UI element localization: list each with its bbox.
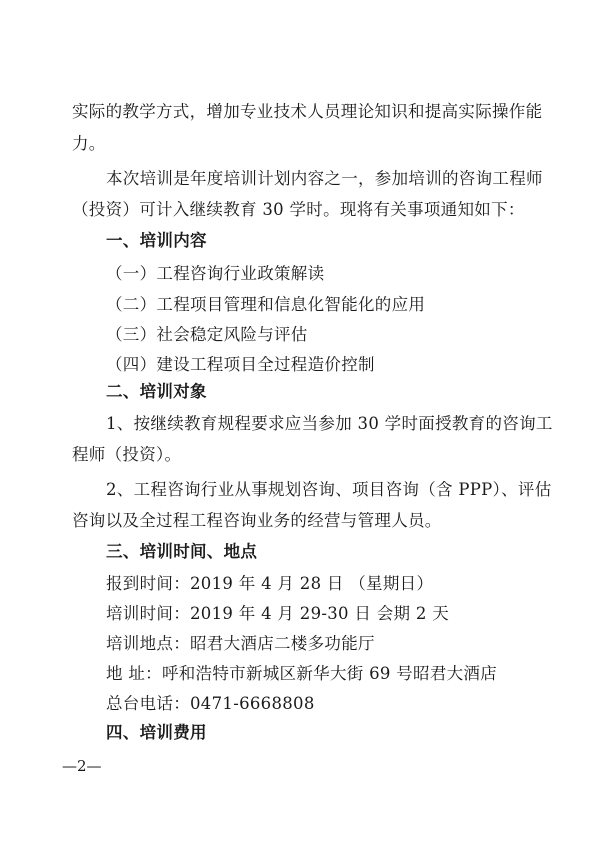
front-desk-phone: 总台电话：0471-6668808 [106, 694, 315, 713]
section-heading-content: 一、培训内容 [106, 231, 207, 250]
registration-time: 报到时间：2019 年 4 月 28 日 （星期日） [106, 574, 434, 593]
section-heading-fees: 四、培训费用 [106, 723, 207, 742]
body-text-line: 2、工程咨询行业从事规划咨询、项目咨询（含 PPP）、评估 [106, 480, 552, 499]
body-text-line: 程师（投资）。 [72, 445, 182, 464]
body-text-line: （投资）可计入继续教育 30 学时。现将有关事项通知如下： [72, 200, 525, 219]
page-number: —2— [62, 757, 102, 775]
content-item-3: （三）社会稳定风险与评估 [106, 325, 308, 344]
body-text-line: 本次培训是年度培训计划内容之一，参加培训的咨询工程师 [106, 169, 543, 188]
body-text-line: 实际的教学方式，增加专业技术人员理论知识和提高实际操作能 [72, 102, 543, 121]
address: 地 址：呼和浩特市新城区新华大街 69 号昭君大酒店 [106, 664, 498, 683]
content-item-1: （一）工程咨询行业政策解读 [106, 264, 325, 283]
section-heading-audience: 二、培训对象 [106, 382, 207, 401]
content-item-2: （二）工程项目管理和信息化智能化的应用 [106, 295, 426, 314]
training-location: 培训地点：昭君大酒店二楼多功能厅 [106, 634, 375, 653]
training-time: 培训时间：2019 年 4 月 29-30 日 会期 2 天 [106, 604, 450, 623]
body-text-line: 咨询以及全过程工程咨询业务的经营与管理人员。 [72, 511, 442, 530]
section-heading-time-place: 三、培训时间、地点 [106, 542, 258, 561]
content-item-4: （四）建设工程项目全过程造价控制 [106, 355, 375, 374]
body-text-line: 力。 [72, 134, 106, 153]
body-text-line: 1、按继续教育规程要求应当参加 30 学时面授教育的咨询工 [106, 414, 553, 433]
